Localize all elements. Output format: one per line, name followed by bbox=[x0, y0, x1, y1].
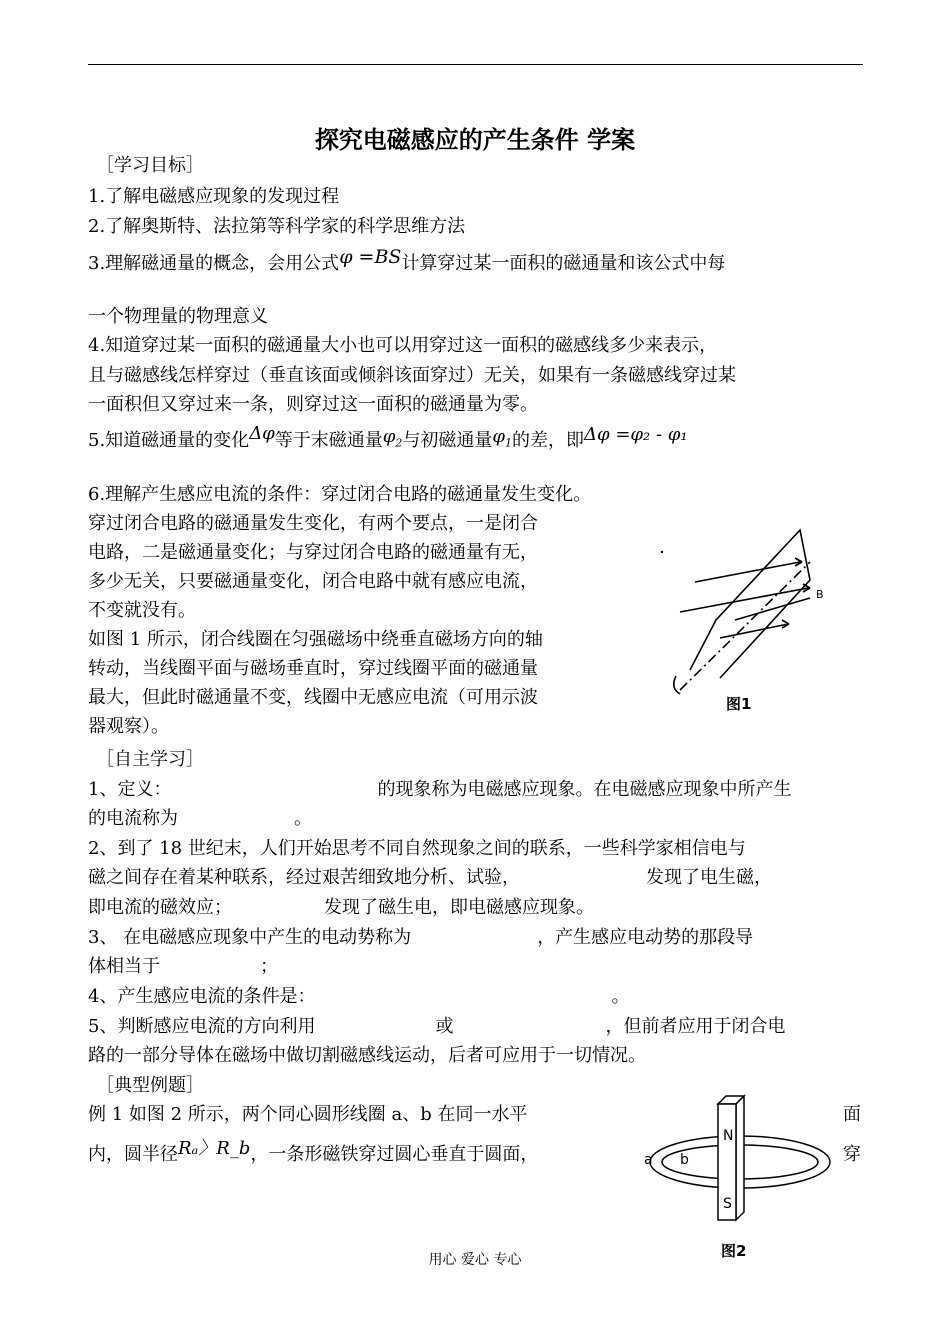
self-q2-line-3: 即电流的磁效应； 发现了磁生电，即电磁感应现象。 bbox=[88, 897, 594, 918]
self-q5-line-2: 路的一部分导体在磁场中做切割磁感线运动，后者可应用于一切情况。 bbox=[88, 1045, 646, 1066]
goal-1: 1.了解电磁感应现象的发现过程 bbox=[88, 186, 340, 207]
goal-5-text-d: 的差，即 bbox=[512, 430, 585, 451]
section-examples: ［典型例题］ bbox=[96, 1075, 204, 1096]
goal-3-text-b: 计算穿过某一面积的磁通量和该公式中每 bbox=[401, 253, 726, 274]
formula-radii: Rₐ〉R_b bbox=[178, 1138, 251, 1159]
example-1-tail-2: 穿 bbox=[843, 1144, 861, 1165]
para-line: 穿过闭合电路的磁通量发生变化，有两个要点，一是闭合 bbox=[88, 513, 538, 534]
goal-4-line-2: 且与磁感线怎样穿过（垂直该面或倾斜该面穿过）无关，如果有一条磁感线穿过某 bbox=[88, 365, 736, 386]
formula-delta-phi-eq: Δφ =φ₂ - φ₁ bbox=[584, 424, 688, 445]
magnet-north-label: N bbox=[723, 1128, 734, 1144]
section-self-study: ［自主学习］ bbox=[96, 749, 204, 770]
figure-1-label: 图1 bbox=[726, 695, 752, 713]
example-1-line-2: 内，圆半径Rₐ〉R_b，一条形磁铁穿过圆心垂直于圆面， bbox=[88, 1138, 539, 1165]
goal-5-text-c: 与初磁通量 bbox=[402, 430, 493, 451]
goal-3-text-a: 3.理解磁通量的概念，会用公式 bbox=[88, 253, 340, 274]
self-q2-line-1: 2、到了 18 世纪末，人们开始思考不同自然现象之间的联系，一些科学家相信电与 bbox=[88, 838, 746, 859]
section-goals: ［学习目标］ bbox=[96, 155, 204, 176]
page-title: 探究电磁感应的产生条件 学案 bbox=[314, 126, 636, 154]
formula-delta-phi: Δφ bbox=[249, 423, 275, 444]
example-1-line-1: 例 1 如图 2 所示，两个同心圆形线圈 a、b 在同一水平 bbox=[88, 1104, 528, 1125]
self-q1-line-1: 1、定义： 的现象称为电磁感应现象。在电磁感应现象中所产生 bbox=[88, 779, 792, 800]
goal-4-line-3: 一面积但又穿过来一条，则穿过这一面积的磁通量为零。 bbox=[88, 394, 538, 415]
header-rule bbox=[88, 64, 863, 65]
self-q3-line-1: 3、 在电磁感应现象中产生的电动势称为 ，产生感应电动势的那段导 bbox=[88, 927, 754, 948]
para-line: 多少无关，只要磁通量变化，闭合电路中就有感应电流， bbox=[88, 571, 538, 592]
figure-2-magnet-coils bbox=[640, 1090, 840, 1230]
goal-3-cont: 一个物理量的物理意义 bbox=[88, 306, 268, 327]
figure-1-field-label: B bbox=[816, 588, 824, 601]
figure-1-rotating-coil bbox=[660, 520, 830, 700]
explanation-paragraph bbox=[88, 509, 648, 741]
coil-b-label: b bbox=[680, 1152, 689, 1168]
self-q4: 4、产生感应电流的条件是： 。 bbox=[88, 986, 630, 1007]
para-line: 如图 1 所示，闭合线圈在匀强磁场中绕垂直磁场方向的轴 bbox=[88, 629, 543, 650]
formula-phi1: $\varphi_1$ bbox=[492, 426, 513, 450]
para-line: 转动，当线圈平面与磁场垂直时，穿过线圈平面的磁通量 bbox=[88, 658, 538, 679]
magnet-south-label: S bbox=[723, 1196, 732, 1212]
goal-5-text-a: 5.知道磁通量的变化 bbox=[88, 430, 250, 451]
self-q3-line-2: 体相当于 ； bbox=[88, 956, 278, 977]
goal-5-text-b: 等于末磁通量 bbox=[274, 430, 383, 451]
dot-mark bbox=[661, 551, 663, 553]
para-line: 电路，二是磁通量变化；与穿过闭合电路的磁通量有无， bbox=[88, 542, 538, 563]
para-line: 不变就没有。 bbox=[88, 600, 196, 621]
para-line: 最大，但此时磁通量不变，线圈中无感应电流（可用示波 bbox=[88, 687, 538, 708]
formula-phi2: $\varphi_2$ bbox=[382, 426, 403, 450]
para-line: 器观察）。 bbox=[88, 716, 169, 737]
goal-6: 6.理解产生感应电流的条件：穿过闭合电路的磁通量发生变化。 bbox=[88, 484, 592, 505]
self-q1-line-2: 的电流称为 。 bbox=[88, 808, 312, 829]
goal-2: 2.了解奥斯特、法拉第等科学家的科学思维方法 bbox=[88, 216, 466, 237]
goal-5 bbox=[88, 423, 688, 459]
goal-4-line-1: 4.知道穿过某一面积的磁通量大小也可以用穿过这一面积的磁感线多少来表示， bbox=[88, 335, 718, 356]
self-q5-line-1: 5、判断感应电流的方向利用 或 ，但前者应用于闭合电 bbox=[88, 1016, 786, 1037]
example-1-tail-1: 面 bbox=[843, 1104, 861, 1125]
page-footer: 用心 爱心 专心 bbox=[428, 1252, 522, 1268]
figure-2-label: 图2 bbox=[721, 1242, 747, 1260]
coil-a-label: a bbox=[644, 1152, 653, 1168]
goal-3 bbox=[88, 246, 726, 275]
formula-flux: φ =BS bbox=[339, 246, 402, 268]
self-q2-line-2: 磁之间存在着某种联系，经过艰苦细致地分析、试验， 发现了电生磁， bbox=[88, 867, 772, 888]
